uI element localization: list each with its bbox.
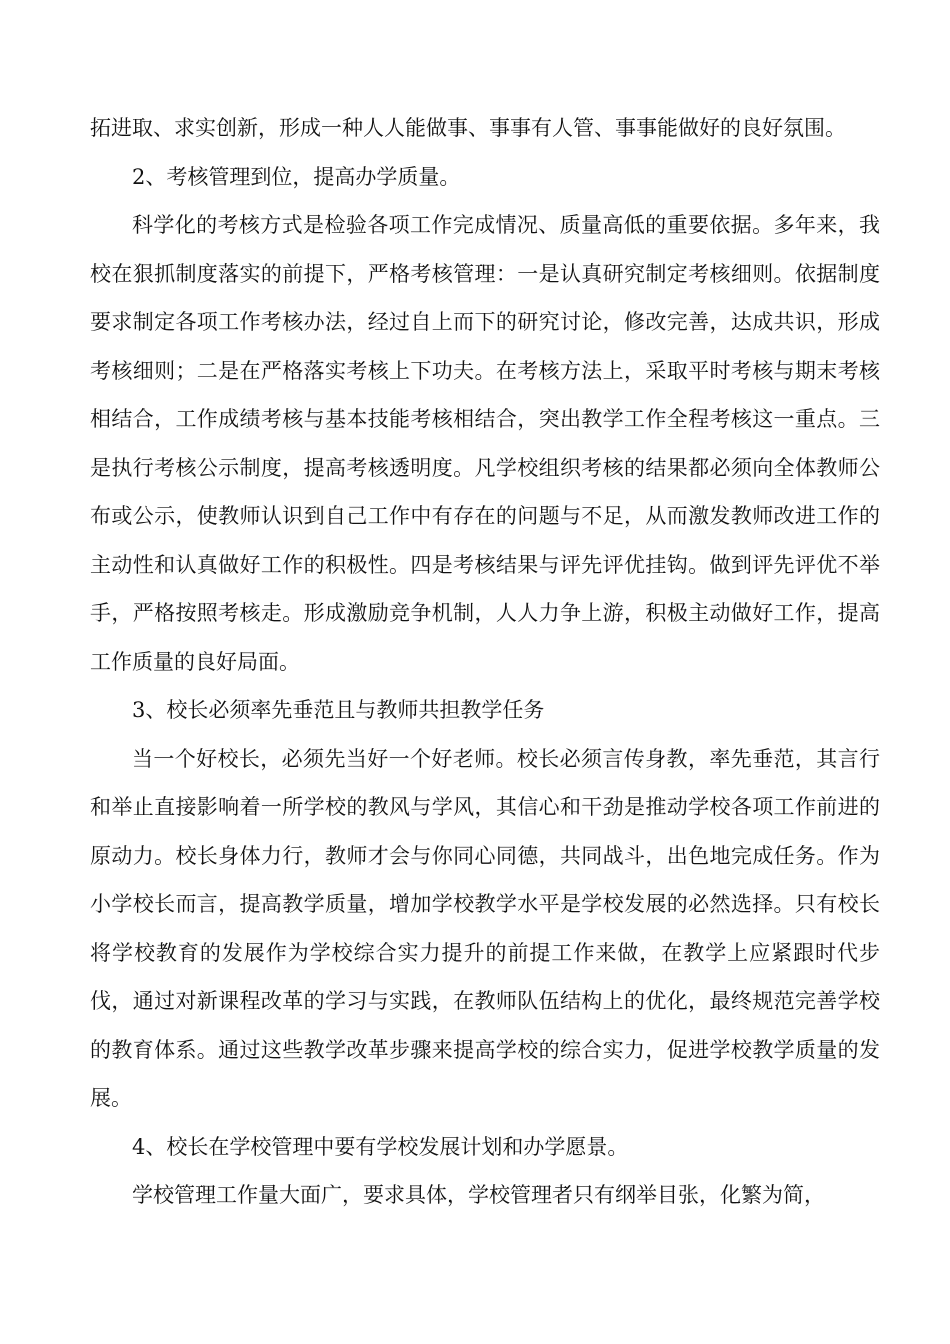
paragraph-management: 学校管理工作量大面广，要求具体，学校管理者只有纲举目张，化繁为简， (132, 1183, 825, 1207)
section-heading-2: 2、考核管理到位，提高办学质量。 (132, 164, 461, 189)
paragraph-continuation: 拓进取、求实创新，形成一种人人能做事、事事有人管、事事能做好的良好氛围。 (90, 116, 846, 140)
section-heading-4: 4、校长在学校管理中要有学校发展计划和办学愿景。 (132, 1134, 629, 1159)
paragraph-assessment: 科学化的考核方式是检验各项工作完成情况、质量高低的重要依据。多年来，我校在狠抓制度落实的前提下，严格考核管理：一是认真研究制定考核细则。依据制度要求制定各项工作考核办法，经过自上而下的研究讨论，修改完善，达成共识，形成考核细则；二是在严格落实考核上下功夫。在考核方法上，采取平时考核与期末考核相结合，工作成绩考核与基本技能考核相结合，突出教学工作全程考核这一重点。三是执行考核公示制度，提高考核透明度。凡学校组织考核的结果都必须向全体教师公布或公示，使教师认识到自己工作中有存在的问题与不足，从而激发教师改进工作的主动性和认真做好工作的积极性。四是考核结果与评先评优挂钩。做到评先评优不举手，严格按照考核走。形成激励竞争机制，人人力争上游，积极主动做好工作，提高工作质量的良好局面。 (90, 213, 880, 674)
document-body (90, 104, 880, 1220)
section-heading-3: 3、校长必须率先垂范且与教师共担教学任务 (132, 698, 545, 722)
paragraph-principal-role: 当一个好校长，必须先当好一个好老师。校长必须言传身教，率先垂范，其言行和举止直接影响着一所学校的教风与学风，其信心和干劲是推动学校各项工作前进的原动力。校长身体力行，教师才会与你同心同德，共同战斗，出色地完成任务。作为小学校长而言，提高教学质量，增加学校教学水平是学校发展的必然选择。只有校长将学校教育的发展作为学校综合实力提升的前提工作来做，在教学上应紧跟时代步伐，通过对新课程改革的学习与实践，在教师队伍结构上的优化，最终规范完善学校的教育体系。通过这些教学改革步骤来提高学校的综合实力，促进学校教学质量的发展。 (90, 746, 880, 1110)
